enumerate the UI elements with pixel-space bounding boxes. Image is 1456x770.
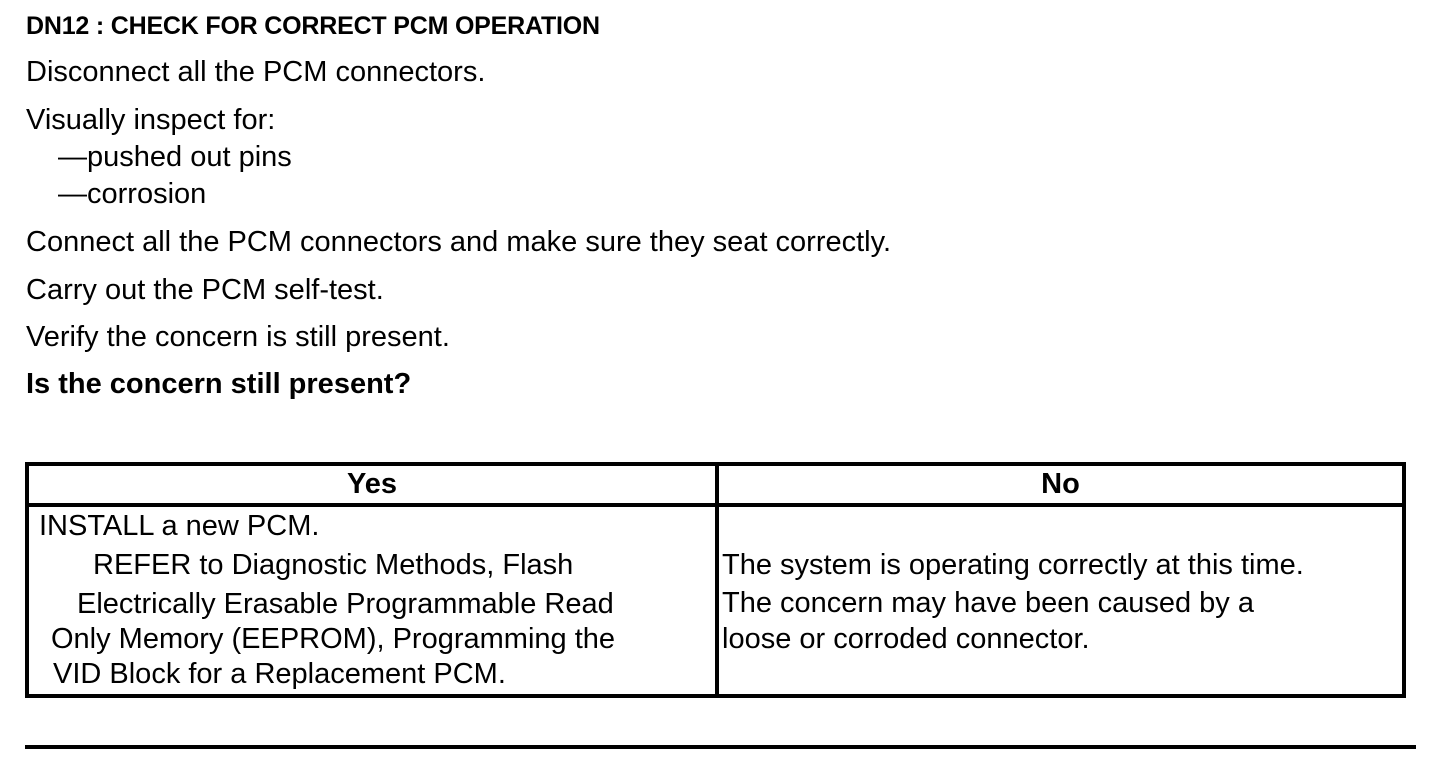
step-selftest: Carry out the PCM self-test. — [26, 274, 384, 306]
yes-cell-line-1: INSTALL a new PCM. — [39, 510, 320, 542]
inspect-item-pins: —pushed out pins — [58, 141, 292, 173]
yes-cell-line-2: REFER to Diagnostic Methods, Flash — [93, 549, 574, 581]
step-disconnect: Disconnect all the PCM connectors. — [26, 56, 486, 88]
no-cell-line-3: loose or corroded connector. — [722, 623, 1090, 655]
no-cell-line-1: The system is operating correctly at this time. — [722, 549, 1304, 581]
question: Is the concern still present? — [26, 368, 412, 400]
header-yes: Yes — [347, 468, 397, 500]
step-inspect: Visually inspect for: — [26, 104, 276, 136]
result-table — [25, 462, 1406, 698]
yes-cell-line-3: Electrically Erasable Programmable Read — [77, 588, 614, 620]
no-cell-line-2: The concern may have been caused by a — [722, 587, 1254, 619]
inspect-item-corrosion: —corrosion — [58, 178, 207, 210]
yes-cell-line-5: VID Block for a Replacement PCM. — [53, 658, 506, 690]
header-no: No — [1041, 468, 1080, 500]
step-verify: Verify the concern is still present. — [26, 321, 450, 353]
bottom-rule — [25, 745, 1416, 749]
yes-cell-line-4: Only Memory (EEPROM), Programming the — [51, 623, 616, 655]
procedure-title: DN12 : CHECK FOR CORRECT PCM OPERATION — [26, 12, 600, 40]
step-connect: Connect all the PCM connectors and make sure they seat correctly. — [26, 226, 892, 258]
